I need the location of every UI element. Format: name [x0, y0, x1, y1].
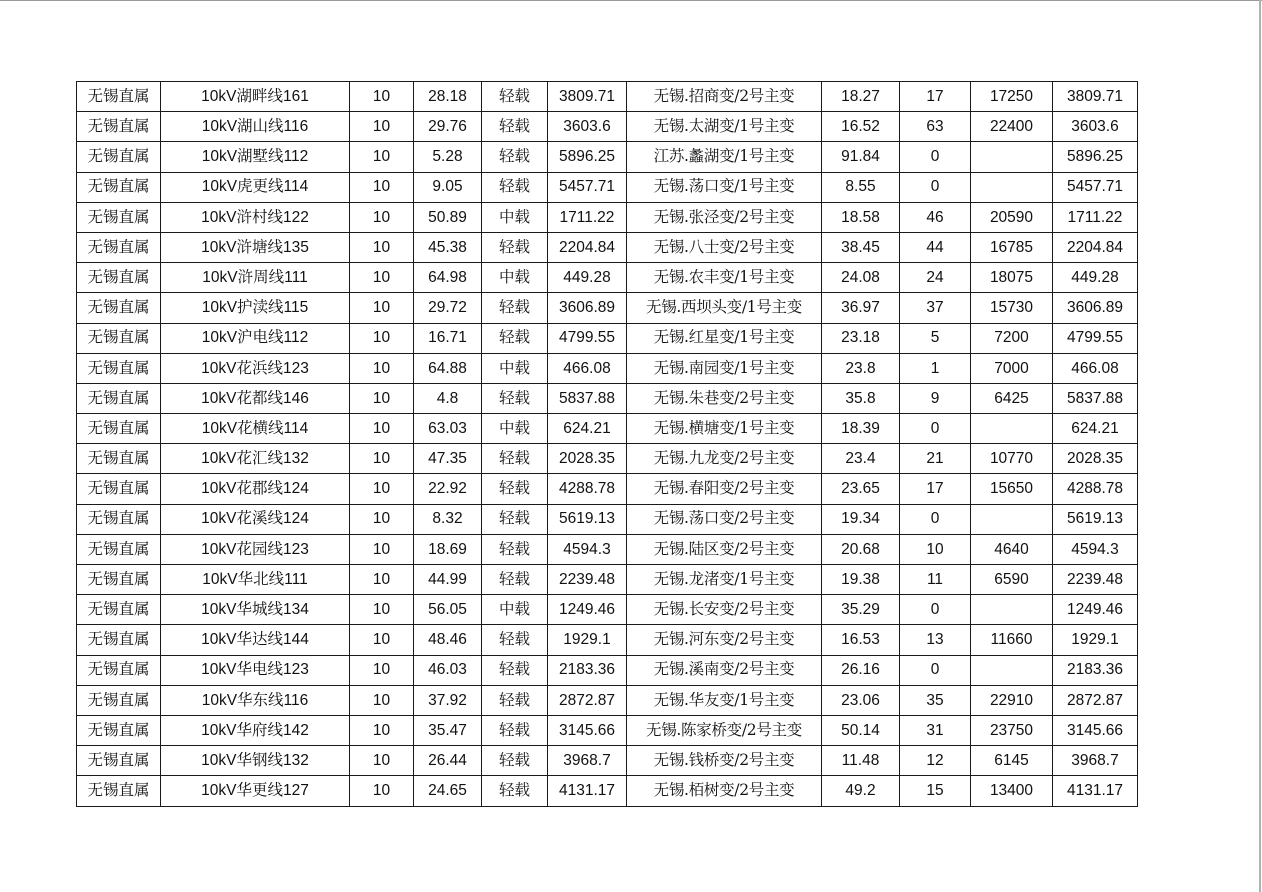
- substation-transformer-cell: 无锡.横塘变/1号主变: [627, 414, 822, 444]
- feeder-load-table: [76, 81, 1138, 807]
- capacity-total-cell: [971, 142, 1053, 172]
- capacity-cell: 3145.66: [548, 715, 627, 745]
- feeder-name-cell: 10kV花横线114: [161, 414, 350, 444]
- table-row: [77, 112, 1138, 142]
- load-rate-cell: 64.98: [414, 263, 482, 293]
- feeder-name-cell: 10kV湖畔线161: [161, 82, 350, 112]
- capacity-cell: 1249.46: [548, 595, 627, 625]
- transformer-load-cell: 50.14: [822, 715, 900, 745]
- substation-transformer-cell: 无锡.龙渚变/1号主变: [627, 565, 822, 595]
- company-cell: 无锡直属: [77, 293, 161, 323]
- available-capacity-cell: 2872.87: [1053, 685, 1138, 715]
- available-capacity-cell: 5457.71: [1053, 172, 1138, 202]
- count-cell: 9: [900, 383, 971, 413]
- count-cell: 13: [900, 625, 971, 655]
- transformer-load-cell: 16.52: [822, 112, 900, 142]
- capacity-cell: 449.28: [548, 263, 627, 293]
- load-status-cell: 轻载: [482, 655, 548, 685]
- transformer-load-cell: 19.34: [822, 504, 900, 534]
- capacity-cell: 1711.22: [548, 202, 627, 232]
- available-capacity-cell: 4594.3: [1053, 534, 1138, 564]
- capacity-cell: 2028.35: [548, 444, 627, 474]
- voltage-cell: 10: [350, 263, 414, 293]
- available-capacity-cell: 5896.25: [1053, 142, 1138, 172]
- count-cell: 44: [900, 232, 971, 262]
- table-row: [77, 414, 1138, 444]
- feeder-name-cell: 10kV华城线134: [161, 595, 350, 625]
- capacity-total-cell: 22910: [971, 685, 1053, 715]
- feeder-name-cell: 10kV浒塘线135: [161, 232, 350, 262]
- load-rate-cell: 46.03: [414, 655, 482, 685]
- load-rate-cell: 8.32: [414, 504, 482, 534]
- capacity-total-cell: 6425: [971, 383, 1053, 413]
- available-capacity-cell: 2183.36: [1053, 655, 1138, 685]
- load-status-cell: 轻载: [482, 444, 548, 474]
- load-rate-cell: 64.88: [414, 353, 482, 383]
- table-row: [77, 353, 1138, 383]
- company-cell: 无锡直属: [77, 202, 161, 232]
- count-cell: 0: [900, 655, 971, 685]
- substation-transformer-cell: 无锡.陆区变/2号主变: [627, 534, 822, 564]
- capacity-total-cell: [971, 655, 1053, 685]
- capacity-cell: 2183.36: [548, 655, 627, 685]
- transformer-load-cell: 23.4: [822, 444, 900, 474]
- capacity-total-cell: 20590: [971, 202, 1053, 232]
- table-row: [77, 142, 1138, 172]
- load-rate-cell: 29.76: [414, 112, 482, 142]
- available-capacity-cell: 1711.22: [1053, 202, 1138, 232]
- company-cell: 无锡直属: [77, 565, 161, 595]
- company-cell: 无锡直属: [77, 323, 161, 353]
- company-cell: 无锡直属: [77, 776, 161, 806]
- capacity-cell: 5619.13: [548, 504, 627, 534]
- load-rate-cell: 22.92: [414, 474, 482, 504]
- company-cell: 无锡直属: [77, 414, 161, 444]
- table-row: [77, 565, 1138, 595]
- company-cell: 无锡直属: [77, 715, 161, 745]
- load-rate-cell: 35.47: [414, 715, 482, 745]
- voltage-cell: 10: [350, 655, 414, 685]
- load-rate-cell: 56.05: [414, 595, 482, 625]
- feeder-name-cell: 10kV华府线142: [161, 715, 350, 745]
- load-status-cell: 中载: [482, 202, 548, 232]
- capacity-total-cell: 6145: [971, 746, 1053, 776]
- table-row: [77, 263, 1138, 293]
- available-capacity-cell: 5619.13: [1053, 504, 1138, 534]
- transformer-load-cell: 23.65: [822, 474, 900, 504]
- transformer-load-cell: 49.2: [822, 776, 900, 806]
- feeder-name-cell: 10kV虎更线114: [161, 172, 350, 202]
- table-row: [77, 595, 1138, 625]
- load-status-cell: 中载: [482, 595, 548, 625]
- substation-transformer-cell: 无锡.钱桥变/2号主变: [627, 746, 822, 776]
- table-row: [77, 504, 1138, 534]
- voltage-cell: 10: [350, 112, 414, 142]
- capacity-total-cell: [971, 595, 1053, 625]
- load-rate-cell: 63.03: [414, 414, 482, 444]
- capacity-cell: 5837.88: [548, 383, 627, 413]
- table-row: [77, 534, 1138, 564]
- substation-transformer-cell: 无锡.九龙变/2号主变: [627, 444, 822, 474]
- available-capacity-cell: 3809.71: [1053, 82, 1138, 112]
- table-row: [77, 293, 1138, 323]
- voltage-cell: 10: [350, 595, 414, 625]
- available-capacity-cell: 2204.84: [1053, 232, 1138, 262]
- substation-transformer-cell: 无锡.华友变/1号主变: [627, 685, 822, 715]
- available-capacity-cell: 3145.66: [1053, 715, 1138, 745]
- transformer-load-cell: 23.06: [822, 685, 900, 715]
- load-rate-cell: 48.46: [414, 625, 482, 655]
- load-rate-cell: 4.8: [414, 383, 482, 413]
- available-capacity-cell: 3968.7: [1053, 746, 1138, 776]
- substation-transformer-cell: 无锡.西坝头变/1号主变: [627, 293, 822, 323]
- company-cell: 无锡直属: [77, 625, 161, 655]
- load-status-cell: 轻载: [482, 293, 548, 323]
- count-cell: 31: [900, 715, 971, 745]
- voltage-cell: 10: [350, 565, 414, 595]
- load-rate-cell: 18.69: [414, 534, 482, 564]
- feeder-name-cell: 10kV花浜线123: [161, 353, 350, 383]
- load-rate-cell: 24.65: [414, 776, 482, 806]
- substation-transformer-cell: 无锡.红星变/1号主变: [627, 323, 822, 353]
- feeder-name-cell: 10kV华钢线132: [161, 746, 350, 776]
- load-status-cell: 轻载: [482, 504, 548, 534]
- capacity-total-cell: 7200: [971, 323, 1053, 353]
- feeder-name-cell: 10kV华更线127: [161, 776, 350, 806]
- transformer-load-cell: 11.48: [822, 746, 900, 776]
- company-cell: 无锡直属: [77, 172, 161, 202]
- available-capacity-cell: 624.21: [1053, 414, 1138, 444]
- count-cell: 0: [900, 172, 971, 202]
- count-cell: 0: [900, 595, 971, 625]
- count-cell: 0: [900, 142, 971, 172]
- voltage-cell: 10: [350, 383, 414, 413]
- voltage-cell: 10: [350, 202, 414, 232]
- substation-transformer-cell: 无锡.春阳变/2号主变: [627, 474, 822, 504]
- feeder-name-cell: 10kV花园线123: [161, 534, 350, 564]
- available-capacity-cell: 3603.6: [1053, 112, 1138, 142]
- feeder-name-cell: 10kV华达线144: [161, 625, 350, 655]
- transformer-load-cell: 18.58: [822, 202, 900, 232]
- load-status-cell: 中载: [482, 414, 548, 444]
- capacity-cell: 1929.1: [548, 625, 627, 655]
- voltage-cell: 10: [350, 444, 414, 474]
- table-row: [77, 655, 1138, 685]
- load-rate-cell: 44.99: [414, 565, 482, 595]
- count-cell: 15: [900, 776, 971, 806]
- available-capacity-cell: 449.28: [1053, 263, 1138, 293]
- capacity-total-cell: 6590: [971, 565, 1053, 595]
- voltage-cell: 10: [350, 746, 414, 776]
- count-cell: 35: [900, 685, 971, 715]
- table-row: [77, 232, 1138, 262]
- transformer-load-cell: 91.84: [822, 142, 900, 172]
- feeder-name-cell: 10kV浒村线122: [161, 202, 350, 232]
- feeder-name-cell: 10kV湖墅线112: [161, 142, 350, 172]
- capacity-total-cell: 7000: [971, 353, 1053, 383]
- capacity-total-cell: 4640: [971, 534, 1053, 564]
- available-capacity-cell: 2028.35: [1053, 444, 1138, 474]
- load-status-cell: 轻载: [482, 383, 548, 413]
- substation-transformer-cell: 无锡.荡口变/2号主变: [627, 504, 822, 534]
- count-cell: 46: [900, 202, 971, 232]
- transformer-load-cell: 23.8: [822, 353, 900, 383]
- substation-transformer-cell: 无锡.农丰变/1号主变: [627, 263, 822, 293]
- transformer-load-cell: 16.53: [822, 625, 900, 655]
- load-status-cell: 轻载: [482, 232, 548, 262]
- count-cell: 0: [900, 414, 971, 444]
- substation-transformer-cell: 无锡.陈家桥变/2号主变: [627, 715, 822, 745]
- transformer-load-cell: 23.18: [822, 323, 900, 353]
- transformer-load-cell: 24.08: [822, 263, 900, 293]
- company-cell: 无锡直属: [77, 474, 161, 504]
- capacity-total-cell: 11660: [971, 625, 1053, 655]
- capacity-total-cell: [971, 504, 1053, 534]
- load-rate-cell: 37.92: [414, 685, 482, 715]
- capacity-total-cell: 15730: [971, 293, 1053, 323]
- company-cell: 无锡直属: [77, 263, 161, 293]
- load-status-cell: 中载: [482, 353, 548, 383]
- count-cell: 5: [900, 323, 971, 353]
- feeder-name-cell: 10kV华东线116: [161, 685, 350, 715]
- company-cell: 无锡直属: [77, 82, 161, 112]
- company-cell: 无锡直属: [77, 112, 161, 142]
- load-status-cell: 轻载: [482, 715, 548, 745]
- company-cell: 无锡直属: [77, 746, 161, 776]
- count-cell: 37: [900, 293, 971, 323]
- feeder-name-cell: 10kV华电线123: [161, 655, 350, 685]
- substation-transformer-cell: 无锡.长安变/2号主变: [627, 595, 822, 625]
- table-row: [77, 383, 1138, 413]
- load-status-cell: 中载: [482, 263, 548, 293]
- capacity-total-cell: 22400: [971, 112, 1053, 142]
- capacity-cell: 4131.17: [548, 776, 627, 806]
- transformer-load-cell: 20.68: [822, 534, 900, 564]
- load-status-cell: 轻载: [482, 112, 548, 142]
- feeder-name-cell: 10kV花汇线132: [161, 444, 350, 474]
- feeder-name-cell: 10kV花溪线124: [161, 504, 350, 534]
- load-rate-cell: 45.38: [414, 232, 482, 262]
- load-rate-cell: 16.71: [414, 323, 482, 353]
- substation-transformer-cell: 无锡.荡口变/1号主变: [627, 172, 822, 202]
- voltage-cell: 10: [350, 534, 414, 564]
- company-cell: 无锡直属: [77, 444, 161, 474]
- table-row: [77, 715, 1138, 745]
- count-cell: 24: [900, 263, 971, 293]
- transformer-load-cell: 35.29: [822, 595, 900, 625]
- capacity-total-cell: 23750: [971, 715, 1053, 745]
- capacity-total-cell: [971, 172, 1053, 202]
- transformer-load-cell: 26.16: [822, 655, 900, 685]
- table-row: [77, 202, 1138, 232]
- table-body: [77, 82, 1138, 807]
- table-row: [77, 474, 1138, 504]
- load-rate-cell: 26.44: [414, 746, 482, 776]
- table-row: [77, 82, 1138, 112]
- company-cell: 无锡直属: [77, 685, 161, 715]
- capacity-cell: 2239.48: [548, 565, 627, 595]
- available-capacity-cell: 4131.17: [1053, 776, 1138, 806]
- transformer-load-cell: 18.39: [822, 414, 900, 444]
- load-rate-cell: 9.05: [414, 172, 482, 202]
- count-cell: 11: [900, 565, 971, 595]
- load-rate-cell: 29.72: [414, 293, 482, 323]
- voltage-cell: 10: [350, 293, 414, 323]
- available-capacity-cell: 2239.48: [1053, 565, 1138, 595]
- capacity-total-cell: 16785: [971, 232, 1053, 262]
- feeder-name-cell: 10kV华北线111: [161, 565, 350, 595]
- capacity-total-cell: 10770: [971, 444, 1053, 474]
- count-cell: 10: [900, 534, 971, 564]
- substation-transformer-cell: 无锡.张泾变/2号主变: [627, 202, 822, 232]
- substation-transformer-cell: 无锡.河东变/2号主变: [627, 625, 822, 655]
- count-cell: 17: [900, 474, 971, 504]
- load-status-cell: 轻载: [482, 776, 548, 806]
- company-cell: 无锡直属: [77, 142, 161, 172]
- load-rate-cell: 47.35: [414, 444, 482, 474]
- load-rate-cell: 50.89: [414, 202, 482, 232]
- voltage-cell: 10: [350, 776, 414, 806]
- voltage-cell: 10: [350, 323, 414, 353]
- company-cell: 无锡直属: [77, 655, 161, 685]
- voltage-cell: 10: [350, 625, 414, 655]
- substation-transformer-cell: 无锡.招商变/2号主变: [627, 82, 822, 112]
- available-capacity-cell: 3606.89: [1053, 293, 1138, 323]
- voltage-cell: 10: [350, 414, 414, 444]
- transformer-load-cell: 8.55: [822, 172, 900, 202]
- transformer-load-cell: 36.97: [822, 293, 900, 323]
- load-rate-cell: 5.28: [414, 142, 482, 172]
- capacity-cell: 3606.89: [548, 293, 627, 323]
- capacity-cell: 3809.71: [548, 82, 627, 112]
- capacity-cell: 4594.3: [548, 534, 627, 564]
- count-cell: 0: [900, 504, 971, 534]
- transformer-load-cell: 35.8: [822, 383, 900, 413]
- load-status-cell: 轻载: [482, 172, 548, 202]
- capacity-cell: 5896.25: [548, 142, 627, 172]
- capacity-total-cell: 15650: [971, 474, 1053, 504]
- table-row: [77, 444, 1138, 474]
- feeder-name-cell: 10kV花都线146: [161, 383, 350, 413]
- available-capacity-cell: 4288.78: [1053, 474, 1138, 504]
- page-right-border: [1259, 0, 1261, 892]
- load-rate-cell: 28.18: [414, 82, 482, 112]
- load-status-cell: 轻载: [482, 82, 548, 112]
- load-status-cell: 轻载: [482, 565, 548, 595]
- company-cell: 无锡直属: [77, 232, 161, 262]
- capacity-cell: 466.08: [548, 353, 627, 383]
- company-cell: 无锡直属: [77, 595, 161, 625]
- capacity-total-cell: 18075: [971, 263, 1053, 293]
- capacity-cell: 5457.71: [548, 172, 627, 202]
- available-capacity-cell: 466.08: [1053, 353, 1138, 383]
- load-status-cell: 轻载: [482, 625, 548, 655]
- count-cell: 17: [900, 82, 971, 112]
- feeder-name-cell: 10kV浒周线111: [161, 263, 350, 293]
- count-cell: 1: [900, 353, 971, 383]
- table-row: [77, 776, 1138, 806]
- capacity-total-cell: 13400: [971, 776, 1053, 806]
- company-cell: 无锡直属: [77, 504, 161, 534]
- company-cell: 无锡直属: [77, 383, 161, 413]
- company-cell: 无锡直属: [77, 534, 161, 564]
- voltage-cell: 10: [350, 353, 414, 383]
- voltage-cell: 10: [350, 504, 414, 534]
- company-cell: 无锡直属: [77, 353, 161, 383]
- substation-transformer-cell: 无锡.南园变/1号主变: [627, 353, 822, 383]
- feeder-name-cell: 10kV护渎线115: [161, 293, 350, 323]
- count-cell: 21: [900, 444, 971, 474]
- voltage-cell: 10: [350, 474, 414, 504]
- substation-transformer-cell: 无锡.太湖变/1号主变: [627, 112, 822, 142]
- capacity-cell: 624.21: [548, 414, 627, 444]
- capacity-cell: 3603.6: [548, 112, 627, 142]
- voltage-cell: 10: [350, 685, 414, 715]
- transformer-load-cell: 18.27: [822, 82, 900, 112]
- voltage-cell: 10: [350, 82, 414, 112]
- capacity-cell: 4799.55: [548, 323, 627, 353]
- capacity-cell: 4288.78: [548, 474, 627, 504]
- load-status-cell: 轻载: [482, 746, 548, 776]
- feeder-name-cell: 10kV花郡线124: [161, 474, 350, 504]
- substation-transformer-cell: 无锡.栢树变/2号主变: [627, 776, 822, 806]
- capacity-total-cell: [971, 414, 1053, 444]
- substation-transformer-cell: 无锡.朱巷变/2号主变: [627, 383, 822, 413]
- count-cell: 12: [900, 746, 971, 776]
- table-row: [77, 625, 1138, 655]
- available-capacity-cell: 5837.88: [1053, 383, 1138, 413]
- count-cell: 63: [900, 112, 971, 142]
- voltage-cell: 10: [350, 715, 414, 745]
- page-top-border: [0, 0, 1262, 1]
- voltage-cell: 10: [350, 172, 414, 202]
- transformer-load-cell: 38.45: [822, 232, 900, 262]
- capacity-total-cell: 17250: [971, 82, 1053, 112]
- table-row: [77, 685, 1138, 715]
- feeder-name-cell: 10kV沪电线112: [161, 323, 350, 353]
- load-status-cell: 轻载: [482, 323, 548, 353]
- substation-transformer-cell: 无锡.八士变/2号主变: [627, 232, 822, 262]
- capacity-cell: 2204.84: [548, 232, 627, 262]
- load-status-cell: 轻载: [482, 142, 548, 172]
- load-status-cell: 轻载: [482, 474, 548, 504]
- table-row: [77, 323, 1138, 353]
- available-capacity-cell: 1929.1: [1053, 625, 1138, 655]
- substation-transformer-cell: 江苏.蠡湖变/1号主变: [627, 142, 822, 172]
- available-capacity-cell: 4799.55: [1053, 323, 1138, 353]
- table-row: [77, 172, 1138, 202]
- load-status-cell: 轻载: [482, 685, 548, 715]
- voltage-cell: 10: [350, 142, 414, 172]
- feeder-name-cell: 10kV湖山线116: [161, 112, 350, 142]
- capacity-cell: 3968.7: [548, 746, 627, 776]
- capacity-cell: 2872.87: [548, 685, 627, 715]
- available-capacity-cell: 1249.46: [1053, 595, 1138, 625]
- voltage-cell: 10: [350, 232, 414, 262]
- substation-transformer-cell: 无锡.溪南变/2号主变: [627, 655, 822, 685]
- load-status-cell: 轻载: [482, 534, 548, 564]
- table-row: [77, 746, 1138, 776]
- transformer-load-cell: 19.38: [822, 565, 900, 595]
